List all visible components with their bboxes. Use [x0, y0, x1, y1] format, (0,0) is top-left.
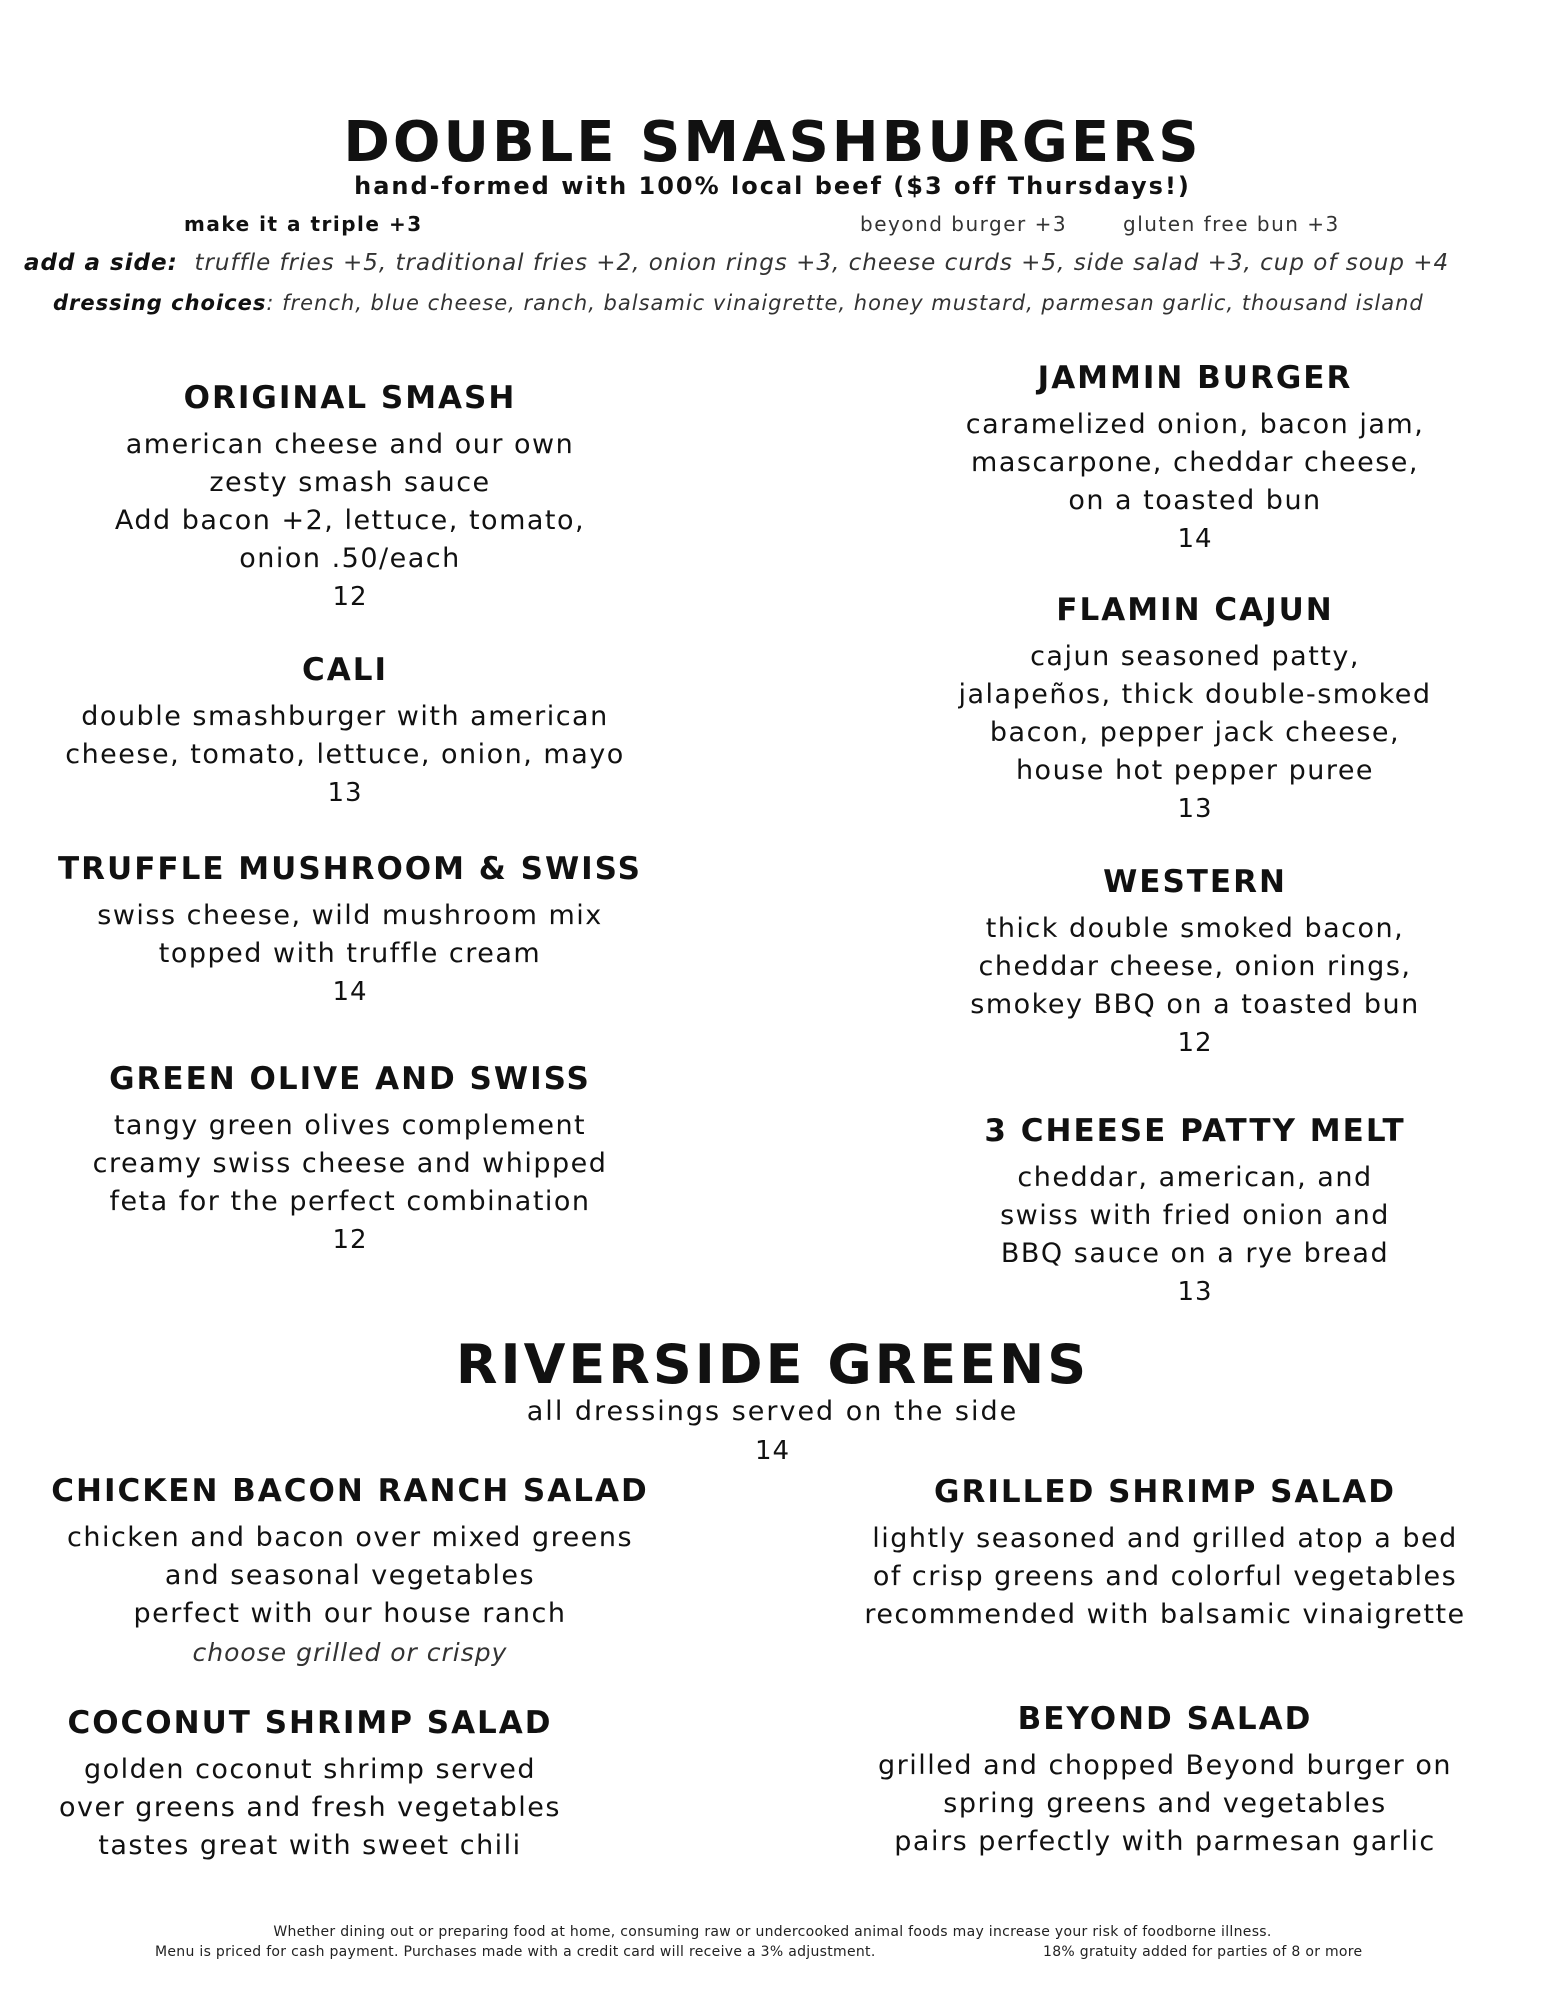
item-description: american cheese and our own zesty smash sauce Add bacon +2, lettuce, tomato, onion .50/each	[114, 429, 586, 574]
item-description: swiss cheese, wild mushroom mix topped with truffle cream	[97, 900, 603, 969]
menu-item-western	[885, 864, 1505, 1062]
menu-item-chicken-bacon-ranch-salad	[30, 1473, 670, 1673]
item-price: 14	[332, 977, 368, 1007]
dressing-label: dressing choices	[53, 291, 267, 315]
add-a-side-label: add a side:	[24, 250, 178, 276]
beyond-option: beyond burger +3	[860, 212, 1068, 236]
item-name: JAMMIN BURGER	[1037, 360, 1353, 396]
item-name: CHICKEN BACON RANCH SALAD	[51, 1473, 649, 1509]
item-name: WESTERN	[1103, 864, 1287, 900]
item-name: GRILLED SHRIMP SALAD	[934, 1474, 1396, 1510]
menu-item-cali	[45, 652, 645, 812]
menu-item-beyond-salad	[835, 1701, 1495, 1861]
menu-item-3-cheese-patty-melt	[885, 1113, 1505, 1311]
triple-option: make it a triple +3	[184, 212, 423, 236]
menu-item-truffle-mushroom-swiss	[50, 851, 650, 1011]
item-price: 12	[332, 582, 368, 612]
item-price: 12	[332, 1225, 368, 1255]
footer-gratuity-note: 18% gratuity added for parties of 8 or more	[1043, 1944, 1363, 1960]
menu-item-green-olive-swiss	[50, 1061, 650, 1259]
dressing-options: : french, blue cheese, ranch, balsamic vinaigrette, honey mustard, parmesan garlic, thousand island	[266, 291, 1424, 315]
side-options: truffle fries +5, traditional fries +2, onion rings +3, cheese curds +5, side salad +3, cup of soup +4	[194, 250, 1450, 276]
item-name: CALI	[301, 652, 389, 688]
item-name: GREEN OLIVE AND SWISS	[109, 1061, 591, 1097]
item-description: caramelized onion, bacon jam, mascarpone, cheddar cheese, on a toasted bun	[965, 409, 1425, 516]
greens-price: 14	[754, 1436, 791, 1466]
menu-item-flamin-cajun	[885, 592, 1505, 828]
item-price: 13	[1177, 1277, 1213, 1307]
add-a-side-line	[24, 250, 1449, 276]
item-description: chicken and bacon over mixed greens and seasonal vegetables perfect with our house ranch	[66, 1522, 634, 1629]
menu-item-grilled-shrimp-salad	[835, 1474, 1495, 1634]
item-name: TRUFFLE MUSHROOM & SWISS	[58, 851, 642, 887]
item-description: tangy green olives complement creamy swiss cheese and whipped feta for the perfect combination	[92, 1110, 608, 1217]
item-description: double smashburger with american cheese, tomato, lettuce, onion, mayo	[65, 701, 625, 770]
item-description: cajun seasoned patty, jalapeños, thick double-smoked bacon, pepper jack cheese, house hot pepper puree	[958, 641, 1432, 786]
footer-credit-card-note: Menu is priced for cash payment. Purchases made with a credit card will receive a 3% adjustment.	[155, 1944, 876, 1960]
item-description: grilled and chopped Beyond burger on spring greens and vegetables pairs perfectly with parmesan garlic	[878, 1750, 1452, 1857]
footer-health-warning: Whether dining out or preparing food at home, consuming raw or undercooked animal foods may increase your risk of foodborne illness.	[273, 1924, 1272, 1940]
item-name: BEYOND SALAD	[1017, 1701, 1313, 1737]
burgers-title: DOUBLE SMASHBURGERS	[343, 110, 1202, 175]
item-price: 13	[1177, 794, 1213, 824]
gluten-free-option: gluten free bun +3	[1123, 212, 1340, 236]
menu-item-original-smash	[50, 380, 650, 616]
item-price: 13	[327, 778, 363, 808]
item-description: cheddar, american, and swiss with fried onion and BBQ sauce on a rye bread	[1000, 1162, 1390, 1269]
item-name: FLAMIN CAJUN	[1056, 592, 1334, 628]
item-price: 12	[1177, 1028, 1213, 1058]
item-name: ORIGINAL SMASH	[183, 380, 517, 416]
item-price: 14	[1177, 524, 1213, 554]
greens-title: RIVERSIDE GREENS	[455, 1333, 1090, 1396]
item-description: thick double smoked bacon, cheddar cheese, onion rings, smokey BBQ on a toasted bun	[970, 913, 1420, 1020]
menu-item-coconut-shrimp-salad	[30, 1705, 590, 1865]
item-name: COCONUT SHRIMP SALAD	[67, 1705, 553, 1741]
burgers-subtitle: hand-formed with 100% local beef ($3 off Thursdays!)	[354, 172, 1191, 200]
item-description: lightly seasoned and grilled atop a bed of crisp greens and colorful vegetables recommended with balsamic vinaigrette	[864, 1523, 1466, 1630]
menu-item-jammin-burger	[885, 360, 1505, 558]
item-note: choose grilled or crispy	[192, 1638, 508, 1667]
greens-subtitle: all dressings served on the side	[526, 1396, 1019, 1427]
item-name: 3 CHEESE PATTY MELT	[984, 1113, 1406, 1149]
dressing-line	[53, 291, 1424, 315]
item-description: golden coconut shrimp served over greens and fresh vegetables tastes great with sweet chili	[59, 1754, 561, 1861]
